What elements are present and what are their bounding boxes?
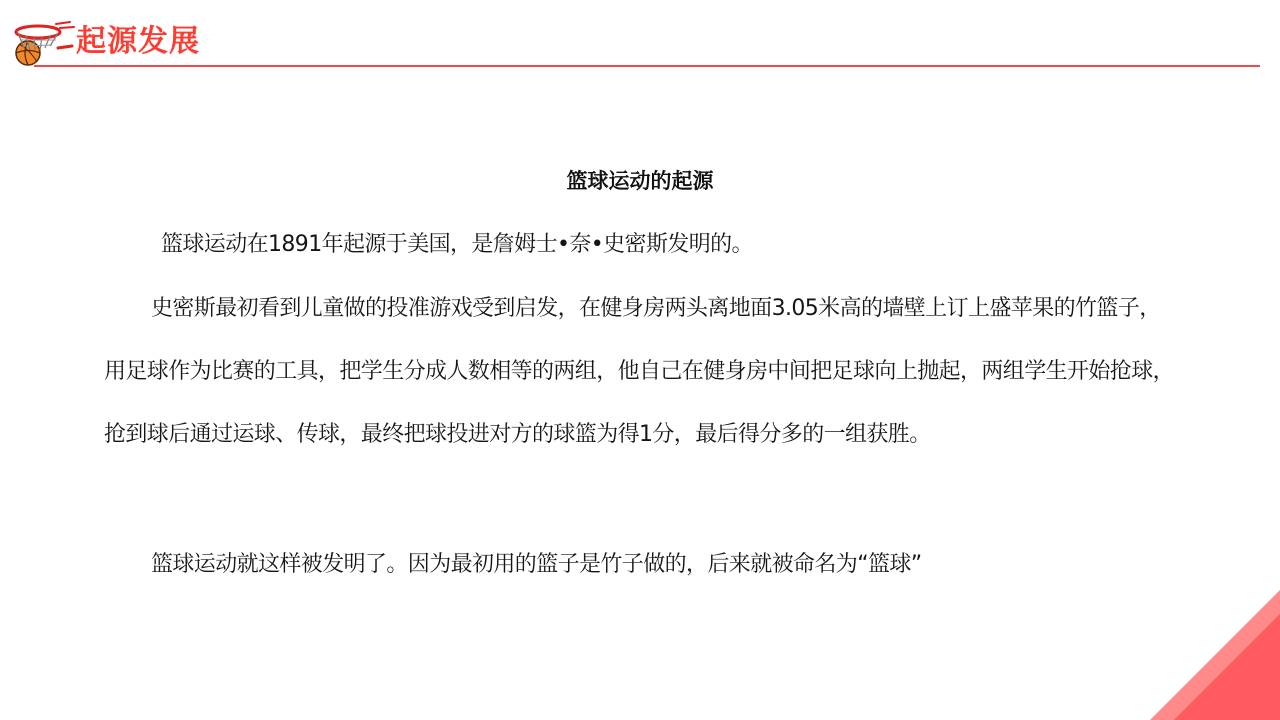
content-heading: 篮球运动的起源 [566,169,714,193]
paragraph-1: 篮球运动在1891年起源于美国，是詹姆士•奈•史密斯发明的。 [161,232,753,257]
basketball-hoop-icon [8,20,76,68]
paragraph-2: 史密斯最初看到儿童做的投准游戏受到启发，在健身房两头离地面3.05米高的墙壁上订上盛苹果的竹篮子，用足球作为比赛的工具，把学生分成人数相等的两组，他自己在健身房中间把足球向上抛起，两组学生开始抢球，抢到球后通过运球、传球，最终把球投进对方的球篮为得1分，最后得分多的一组获胜。 [104,296,1175,447]
slide-header [0,0,1280,70]
title-divider [34,65,1260,67]
paragraph-3: 篮球运动就这样被发明了。因为最初用的篮子是竹子做的，后来就被命名为“篮球” [151,552,922,577]
page-title: 起源发展 [76,24,200,59]
corner-triangle-decoration [1150,590,1280,720]
